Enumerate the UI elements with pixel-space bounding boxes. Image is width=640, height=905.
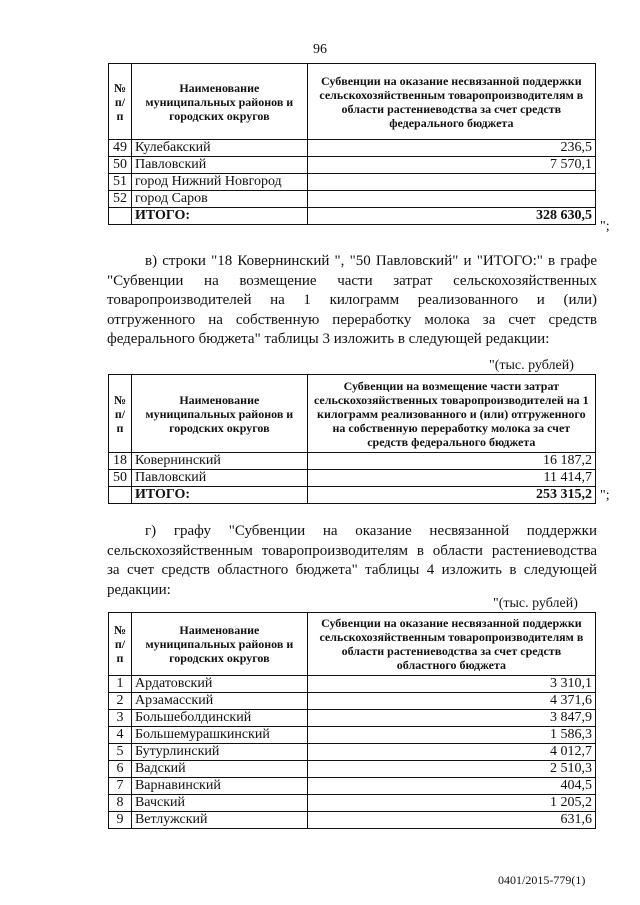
row-name: город Саров: [131, 191, 307, 208]
column-header-name: Наименование муниципальных районов и городских округов: [131, 375, 307, 453]
row-index: 8: [109, 795, 132, 812]
row-name: Вадский: [131, 761, 307, 778]
table-row: [109, 191, 596, 208]
table-row: [109, 812, 596, 829]
row-value: 3 310,1: [307, 676, 595, 693]
table-2-subsidies-crop-federal: [108, 63, 596, 225]
row-index: 18: [109, 453, 132, 470]
total-label: ИТОГО:: [131, 487, 307, 504]
table-total-row: [109, 487, 596, 504]
row-value: 7 570,1: [307, 157, 595, 174]
column-header-index: № п/п: [109, 64, 132, 140]
paragraph-g: [107, 522, 597, 600]
column-header-name: Наименование муниципальных районов и городских округов: [131, 613, 307, 676]
row-name: Варнавинский: [131, 778, 307, 795]
row-name: Арзамасский: [131, 693, 307, 710]
paragraph-line: в) строки "18 Ковернинский ", "50 Павловский" и "ИТОГО:" в графе: [145, 253, 597, 269]
row-value: 16 187,2: [307, 453, 595, 470]
row-index: 9: [109, 812, 132, 829]
paragraph-line: сельскохозяйственным товаропроизводителям в области растениеводства: [107, 542, 597, 559]
row-value: 11 414,7: [307, 470, 595, 487]
column-header-subsidy: Субвенции на возмещение части затрат сельскохозяйственных товаропроизводителей на 1 килограмм реализованного и (или) отгруженного на собственную переработку молока за счет средств федерального бюджета: [307, 375, 595, 453]
table-row: [109, 761, 596, 778]
row-index: 50: [109, 157, 132, 174]
table-row: [109, 727, 596, 744]
total-value: 253 315,2: [307, 487, 595, 504]
row-name: Ардатовский: [131, 676, 307, 693]
unit-label: "(тыс. рублей): [489, 358, 574, 373]
column-header-index: № п/п: [109, 375, 132, 453]
row-value: 404,5: [307, 778, 595, 795]
table-row: [109, 693, 596, 710]
table-3-subsidies-milk: [108, 374, 596, 504]
column-header-index: № п/п: [109, 613, 132, 676]
total-value: 328 630,5: [307, 208, 595, 225]
row-name: Ветлужский: [131, 812, 307, 829]
row-name: Бутурлинский: [131, 744, 307, 761]
row-index: 52: [109, 191, 132, 208]
paragraph-line: федерального бюджета" таблицы 3 изложить в следующей редакции:: [107, 331, 550, 347]
row-name: Павловский: [131, 470, 307, 487]
table-3-closing-quote: ";: [600, 488, 610, 503]
row-index: 2: [109, 693, 132, 710]
row-index: 3: [109, 710, 132, 727]
column-header-subsidy: Субвенции на оказание несвязанной поддержки сельскохозяйственным товаропроизводителям в области растениеводства за счет средств федерального бюджета: [307, 64, 595, 140]
row-name: город Нижний Новгород: [131, 174, 307, 191]
row-value: 4 012,7: [307, 744, 595, 761]
row-name: Большеболдинский: [131, 710, 307, 727]
document-code: 0401/2015-779(1): [498, 873, 586, 887]
table-row: [109, 140, 596, 157]
table-row: [109, 157, 596, 174]
row-index: 6: [109, 761, 132, 778]
column-header-name: Наименование муниципальных районов и городских округов: [131, 64, 307, 140]
page-number: 96: [313, 42, 327, 57]
table-2-closing-quote: ";: [600, 219, 610, 234]
table-row: [109, 174, 596, 191]
row-index: 50: [109, 470, 132, 487]
table-row: [109, 710, 596, 727]
table-row: [109, 778, 596, 795]
column-header-subsidy: Субвенции на оказание несвязанной поддержки сельскохозяйственным товаропроизводителям в области растениеводства за счет средств областного бюджета: [307, 613, 595, 676]
paragraph-line: товаропроизводителей на 1 килограмм реализованного и (или): [107, 292, 597, 308]
paragraph-line: г) графу "Субвенции на оказание несвязанной поддержки: [145, 523, 597, 539]
row-name: Кулебакский: [131, 140, 307, 157]
row-value: 3 847,9: [307, 710, 595, 727]
table-row: [109, 744, 596, 761]
row-index: 7: [109, 778, 132, 795]
row-index: 5: [109, 744, 132, 761]
row-value: 1 205,2: [307, 795, 595, 812]
row-index: 51: [109, 174, 132, 191]
row-index: 4: [109, 727, 132, 744]
row-name: Вачский: [131, 795, 307, 812]
paragraph-v: [107, 252, 597, 350]
row-name: Павловский: [131, 157, 307, 174]
row-value: [307, 191, 595, 208]
row-name: Ковернинский: [131, 453, 307, 470]
table-row: [109, 453, 596, 470]
paragraph-line: отгруженного на собственную переработку молока за счет средств: [107, 311, 597, 328]
table-4-subsidies-crop-regional: [108, 612, 596, 829]
paragraph-line: "Субвенции на возмещение части затрат сельскохозяйственных: [107, 272, 597, 289]
row-index: 49: [109, 140, 132, 157]
row-value: 631,6: [307, 812, 595, 829]
table-row: [109, 470, 596, 487]
table-row: [109, 676, 596, 693]
row-value: 236,5: [307, 140, 595, 157]
table-row: [109, 795, 596, 812]
paragraph-line: за счет средств областного бюджета" таблицы 4 изложить в следующей: [107, 562, 597, 578]
row-value: 2 510,3: [307, 761, 595, 778]
total-label: ИТОГО:: [131, 208, 307, 225]
paragraph-line: редакции:: [107, 581, 171, 598]
table-total-row: [109, 208, 596, 225]
row-value: [307, 174, 595, 191]
row-value: 4 371,6: [307, 693, 595, 710]
row-index: 1: [109, 676, 132, 693]
unit-label: "(тыс. рублей): [493, 596, 578, 611]
row-name: Большемурашкинский: [131, 727, 307, 744]
row-value: 1 586,3: [307, 727, 595, 744]
